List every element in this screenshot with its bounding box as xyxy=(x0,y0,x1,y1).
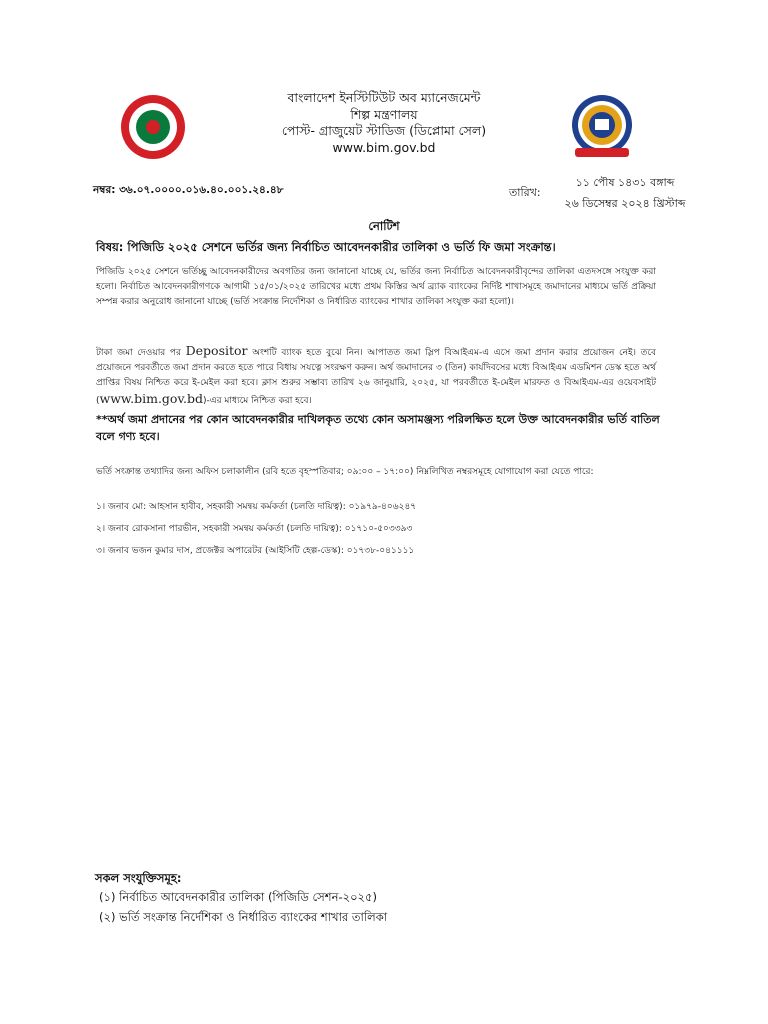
contact-intro: ভর্তি সংক্রান্ত তথ্যাদির জন্য অফিস চলাকালীন (রবি হতে বৃহস্পতিবার; ০৯:০০ – ১৭:০০) নিম্নলিখিত নম্বরসমূহে যোগাযোগ করা যেতে পারে: xyxy=(96,467,594,477)
date-bangla: ১১ পৌষ ১৪৩১ বঙ্গাব্দ xyxy=(575,176,675,189)
list-item: ২। জনাব রোকসানা পারভীন, সহকারী সমন্বয় কর্মকর্তা (চলতি দায়িত্ব): ০১৭১০-৫০৩৩৯৩ xyxy=(96,524,413,534)
warning-paragraph: **অর্থ জমা প্রদানের পর কোন আবেদনকারীর দাখিলকৃত তথ্যে কোন অসামঞ্জস্য পরিলক্ষিত হলে উক্ত আবেদনকারীর ভর্তি বাতিল বলে গণ্য হবে। xyxy=(96,413,660,443)
contact-list xyxy=(96,496,416,562)
date-block xyxy=(560,172,690,214)
office-header xyxy=(0,90,768,156)
paragraph-2-text-c: )-এর মাধ্যমে নিশ্চিত করা হবে। xyxy=(203,396,312,406)
paragraph-2-text-a: টাকা জমা দেওয়ার পর xyxy=(96,348,186,358)
attachments-title: সকল সংযুক্তিসমূহ: xyxy=(95,871,182,885)
list-item: (২) ভর্তি সংক্রান্ত নির্দেশিকা ও নির্ধারিত ব্যাংকের শাখার তালিকা xyxy=(99,910,388,924)
list-item: ৩। জনাব ভজন কুমার দাস, প্রজেক্টর অপারেটর (আইসিটি হেল্প-ডেস্ক): ০১৭৩৮-০৪১১১১ xyxy=(96,546,415,556)
body-paragraph-1: পিজিডি ২০২৫ সেশনে ভর্তিচ্ছু আবেদনকারীদের অবগতির জন্য জানানো যাচ্ছে যে, ভর্তির জন্য নির্বাচিত আবেদনকারীবৃন্দের তালিকা এতদসঙ্গে সংযুক্ত করা হলো। নির্বাচিত আবেদনকারীগণকে আগামী ১৫/০১/২০২৫ তারিখের মধ্যে প্রথম কিস্তির অর্থ ব্র্যাক ব্যাংকের নির্দিষ্ট শাখাসমূহে জমাদানের মাধ্যমে ভর্তি প্রক্রিয়া সম্পন্ন করার অনুরোধ জানানো যাচ্ছে (ভর্তি সংক্রান্ত নির্দেশিকা ও নির্ধারিত ব্যাংকের শাখার তালিকা সংযুক্ত করা হলো)। xyxy=(96,267,656,307)
list-item: (১) নির্বাচিত আবেদনকারীর তালিকা (পিজিডি সেশন-২০২৫) xyxy=(99,890,377,904)
attachments-list xyxy=(99,887,387,927)
institute-name: বাংলাদেশ ইনস্টিটিউট অব ম্যানেজমেন্ট xyxy=(287,90,481,105)
website-link[interactable]: www.bim.gov.bd xyxy=(332,139,436,155)
ministry-name: শিল্প মন্ত্রণালয় xyxy=(350,106,418,122)
department-name: পোস্ট- গ্রাজুয়েট স্টাডিজ (ডিপ্লোমা সেল) xyxy=(281,123,487,138)
website-reference[interactable]: www.bim.gov.bd xyxy=(99,391,204,406)
list-item: ১। জনাব মো: আহসান হাবীব, সহকারী সমন্বয় কর্মকর্তা (চলতি দায়িত্ব): ০১৯৭৯-৪০৬২৪৭ xyxy=(96,502,417,512)
depositor-term: Depositor xyxy=(185,343,248,358)
date-gregorian: ২৬ ডিসেম্বর ২০২৪ খ্রিস্টাব্দ xyxy=(564,197,686,210)
subject-line: বিষয়: পিজিডি ২০২৫ সেশনে ভর্তির জন্য নির্বাচিত আবেদনকারীর তালিকা ও ভর্তি ফি জমা সংক্রান্ত। xyxy=(96,240,556,254)
memo-number: নম্বর: ৩৬.০৭.০০০০.০১৬.৪০.০০১.২৪.৪৮ xyxy=(93,184,284,196)
date-label: তারিখ: xyxy=(509,186,541,199)
body-paragraph-2 xyxy=(96,343,656,409)
paragraph-2-text-b: অংশটি ব্যাংক হতে বুঝে নিন। আপাতত জমা স্লিপ বিআইএম-এ এসে জমা প্রদান করার প্রয়োজন নেই। তবে প্রয়োজনে পরবর্তীতে জমা প্রদান করতে হতে পারে বিধায় সযত্নে সংরক্ষণ করুন। অর্থ জমাদানের ৩ (তিন) কার্যদিবসের মধ্যে বিআইএম এডমিশন ডেস্ক হতে অর্থ প্রাপ্তির বিষয় নিশ্চিত করে ই-মেইল করা হবে। ক্লাস শুরুর সম্ভাব্য তারিখ ২৬ জানুয়ারি, ২০২৫, যা পরবর্তীতে ই-মেইল মারফত ও বিআইএম-এর ওয়েবসাইট ( xyxy=(96,348,656,406)
notice-title: নোটিশ xyxy=(368,219,400,233)
